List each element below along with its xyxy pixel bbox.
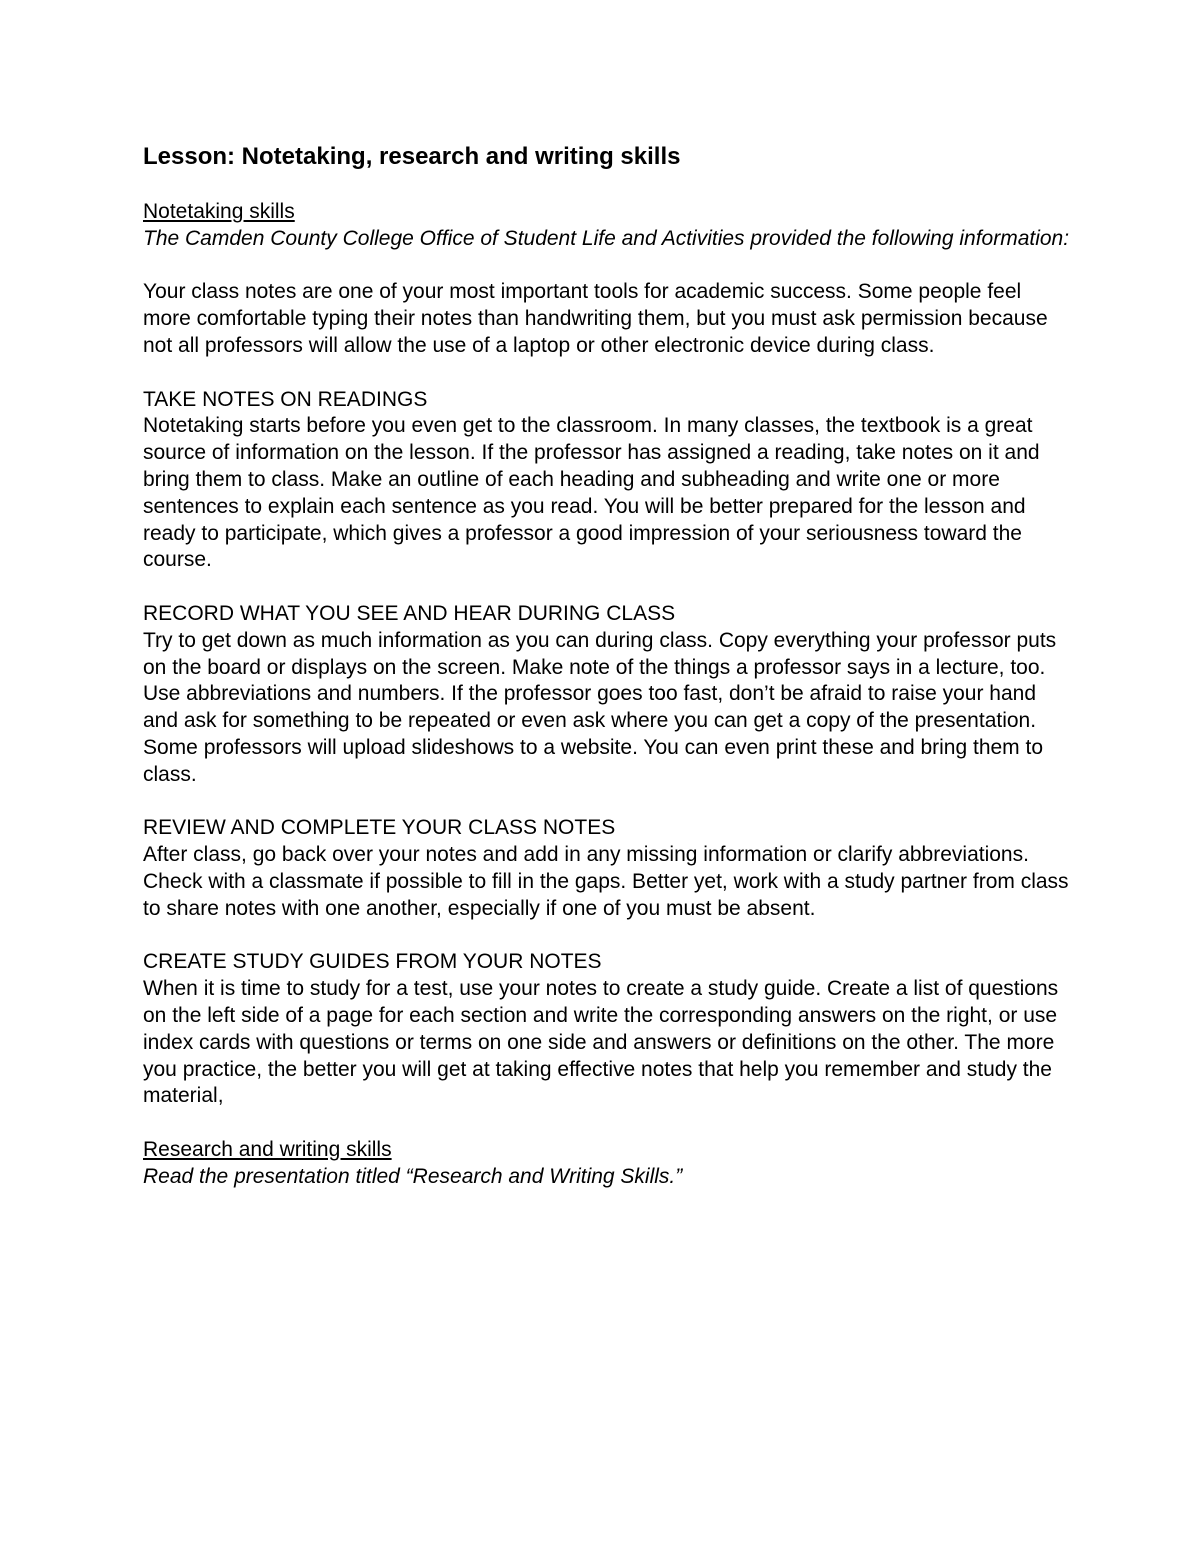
research-instruction: Read the presentation titled “Research and Writing Skills.”: [143, 1164, 683, 1188]
spacer: [143, 574, 1073, 601]
section-take-notes-on-readings: [143, 387, 1073, 575]
spacer: [143, 923, 1073, 950]
section-body: Notetaking starts before you even get to the classroom. In many classes, the textbook is a great source of information on the lesson. If the professor has assigned a reading, take notes on it and bring them to class. Make an outline of each heading and subheading and write one or more sentences to explain each sentence as you read. You will be better prepared for the lesson and ready to participate, which gives a professor a good impression of your seriousness toward the course.: [143, 414, 1040, 572]
section-body: After class, go back over your notes and add in any missing information or clarify abbreviations. Check with a classmate if possible to fill in the gaps. Better yet, work with a study partner from class to share notes with one another, especially if one of you must be absent.: [143, 843, 1069, 920]
spacer: [143, 789, 1073, 816]
spacer: [143, 1110, 1073, 1137]
page-title: Lesson: Notetaking, research and writing skills: [143, 143, 681, 170]
section-body: Try to get down as much information as you can during class. Copy everything your professor puts on the board or displays on the screen. Make note of the things a professor says in a lecture, too. Use abbreviations and numbers. If the professor goes too fast, don’t be afraid to raise your hand and ask for something to be repeated or even ask where you can get a copy of the presentation. Some professors will upload slideshows to a website. You can even print these and bring them to class.: [143, 628, 1057, 786]
spacer: [143, 253, 1073, 280]
section-heading: RECORD WHAT YOU SEE AND HEAR DURING CLASS: [143, 601, 676, 625]
section-review-and-complete: [143, 815, 1073, 922]
intro-paragraph: Your class notes are one of your most important tools for academic success. Some people feel more comfortable typing their notes than handwriting them, but you must ask permission because not all professors will allow the use of a laptop or other electronic device during class.: [143, 280, 1048, 357]
section-create-study-guides: [143, 949, 1073, 1110]
section-heading: REVIEW AND COMPLETE YOUR CLASS NOTES: [143, 816, 616, 840]
section-record-what-you-see: [143, 601, 1073, 789]
document-page: [143, 141, 1073, 1190]
research-heading: Research and writing skills: [143, 1137, 392, 1161]
notetaking-source: The Camden County College Office of Student Life and Activities provided the following information:: [143, 226, 1070, 250]
spacer: [143, 360, 1073, 387]
section-heading: CREATE STUDY GUIDES FROM YOUR NOTES: [143, 950, 602, 974]
notetaking-heading: Notetaking skills: [143, 200, 295, 223]
section-heading: TAKE NOTES ON READINGS: [143, 387, 428, 411]
section-body: When it is time to study for a test, use your notes to create a study guide. Create a list of questions on the left side of a page for each section and write the corresponding answers on the right, or use index cards with questions or terms on one side and answers or definitions on the other. The more you practice, the better you will get at taking effective notes that help you remember and study the material,: [143, 977, 1059, 1108]
